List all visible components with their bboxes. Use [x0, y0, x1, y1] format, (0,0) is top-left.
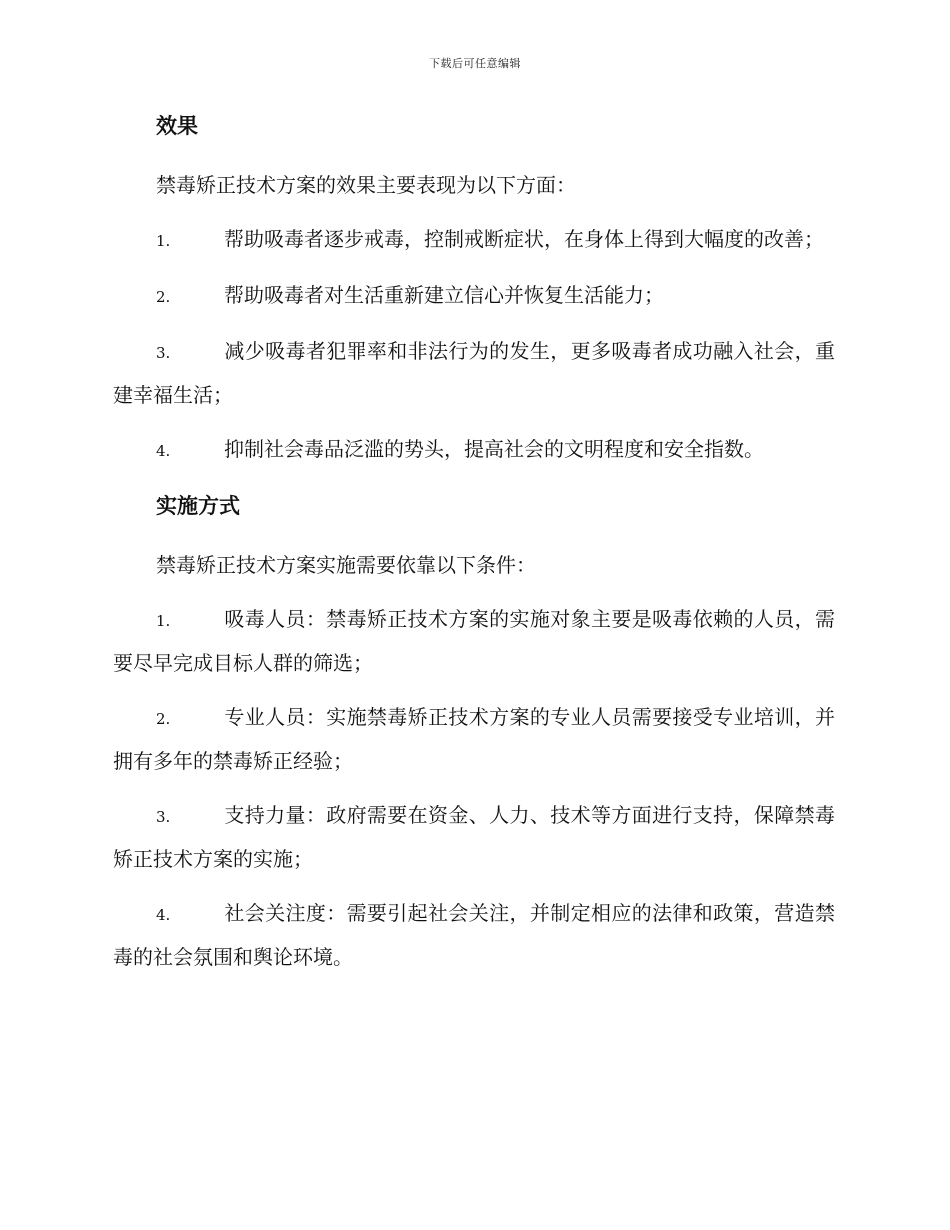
list-item — [113, 598, 835, 684]
list-number: 2. — [156, 710, 171, 728]
list-text: 减少吸毒者犯罪率和非法行为的发生，更多吸毒者成功融入社会，重建幸福生活； — [113, 339, 835, 407]
list-item — [113, 892, 835, 978]
list-number: 1. — [156, 612, 171, 630]
section-intro: 禁毒矫正技术方案的效果主要表现为以下方面： — [156, 173, 576, 197]
list-text: 社会关注度：需要引起社会关注，并制定相应的法律和政策，营造禁毒的社会氛围和舆论环境。 — [113, 901, 835, 969]
list-text: 帮助吸毒者对生活重新建立信心并恢复生活能力； — [224, 283, 664, 307]
list-number: 1. — [156, 232, 171, 250]
list-item — [113, 330, 835, 416]
list-number: 4. — [156, 442, 171, 460]
list-item — [113, 218, 835, 262]
list-text: 支持力量：政府需要在资金、人力、技术等方面进行支持，保障禁毒矫正技术方案的实施； — [113, 803, 835, 871]
list-item — [113, 428, 835, 472]
list-text: 吸毒人员：禁毒矫正技术方案的实施对象主要是吸毒依赖的人员，需要尽早完成目标人群的筛选； — [113, 607, 835, 675]
list-item — [113, 794, 835, 880]
implementation-list — [113, 598, 835, 978]
list-text: 专业人员：实施禁毒矫正技术方案的专业人员需要接受专业培训，并拥有多年的禁毒矫正经验； — [113, 705, 835, 773]
list-text: 帮助吸毒者逐步戒毒，控制戒断症状，在身体上得到大幅度的改善； — [224, 227, 824, 251]
document-content — [113, 110, 835, 990]
list-number: 3. — [156, 808, 171, 826]
section-heading: 效果 — [156, 114, 198, 138]
header-note: 下载后可任意编辑 — [429, 57, 521, 70]
list-number: 3. — [156, 344, 171, 362]
list-item — [113, 274, 835, 318]
list-number: 2. — [156, 288, 171, 306]
section-heading: 实施方式 — [156, 494, 240, 518]
list-number: 4. — [156, 906, 171, 924]
list-item — [113, 696, 835, 782]
section-intro: 禁毒矫正技术方案实施需要依靠以下条件： — [156, 553, 536, 577]
effects-list — [113, 218, 835, 472]
section-implementation — [113, 490, 835, 978]
list-text: 抑制社会毒品泛滥的势头，提高社会的文明程度和安全指数。 — [224, 437, 764, 461]
section-effects — [113, 110, 835, 472]
